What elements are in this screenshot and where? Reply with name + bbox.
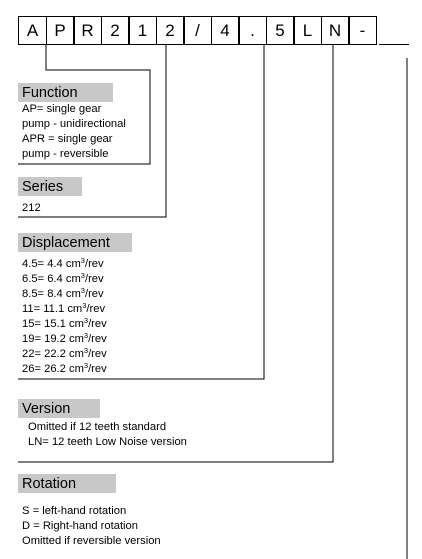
code-cell: L: [293, 16, 322, 45]
code-cell: P: [46, 16, 75, 45]
function-line: pump - unidirectional: [22, 118, 126, 130]
version-body: [28, 420, 187, 450]
code-cell: 5: [266, 16, 295, 45]
displacement-heading: Displacement: [18, 233, 132, 252]
series-heading: Series: [18, 177, 82, 196]
displacement-row: 8.5= 8.4 $cm^3$/rev: [22, 286, 104, 300]
rotation-body: [22, 504, 161, 549]
function-line: AP= single gear: [22, 103, 102, 115]
code-cell: 1: [128, 16, 157, 45]
series-body: [22, 201, 41, 216]
displacement-row: 11= 11.1 $cm^3$/rev: [22, 301, 106, 315]
displacement-row: 15= 15.1 $cm^3$/rev: [22, 316, 107, 330]
version-line: LN= 12 teeth Low Noise version: [28, 436, 187, 448]
displacement-row: 26= 26.2 $cm^3$/rev: [22, 361, 107, 375]
code-cell: 2: [101, 16, 130, 45]
code-cell: N: [321, 16, 350, 45]
code-cell: R: [73, 16, 102, 45]
version-line: Omitted if 12 teeth standard: [28, 421, 167, 433]
function-line: pump - reversible: [22, 148, 109, 160]
code-cell: /: [183, 16, 212, 45]
series-line: 212: [22, 202, 41, 214]
displacement-row: 19= 19.2 $cm^3$/rev: [22, 331, 107, 345]
rotation-heading: Rotation: [18, 474, 116, 493]
displacement-row: 6.5= 6.4 $cm^3$/rev: [22, 271, 104, 285]
rotation-line: S = left-hand rotation: [22, 505, 127, 517]
version-heading: Version: [18, 399, 100, 418]
rotation-line: D = Right-hand rotation: [22, 520, 138, 532]
displacement-body: [22, 257, 107, 377]
displacement-row: 4.5= 4.4 $cm^3$/rev: [22, 256, 104, 270]
code-cell: .: [238, 16, 267, 45]
code-cell: 4: [211, 16, 240, 45]
function-heading: Function: [18, 83, 113, 102]
function-body: [22, 102, 126, 162]
rotation-line: Omitted if reversible version: [22, 535, 161, 547]
code-cell: 2: [156, 16, 185, 45]
displacement-row: 22= 22.2 $cm^3$/rev: [22, 346, 107, 360]
code-cell: -: [348, 16, 377, 45]
function-line: APR = single gear: [22, 133, 113, 145]
code-cell: A: [18, 16, 47, 45]
